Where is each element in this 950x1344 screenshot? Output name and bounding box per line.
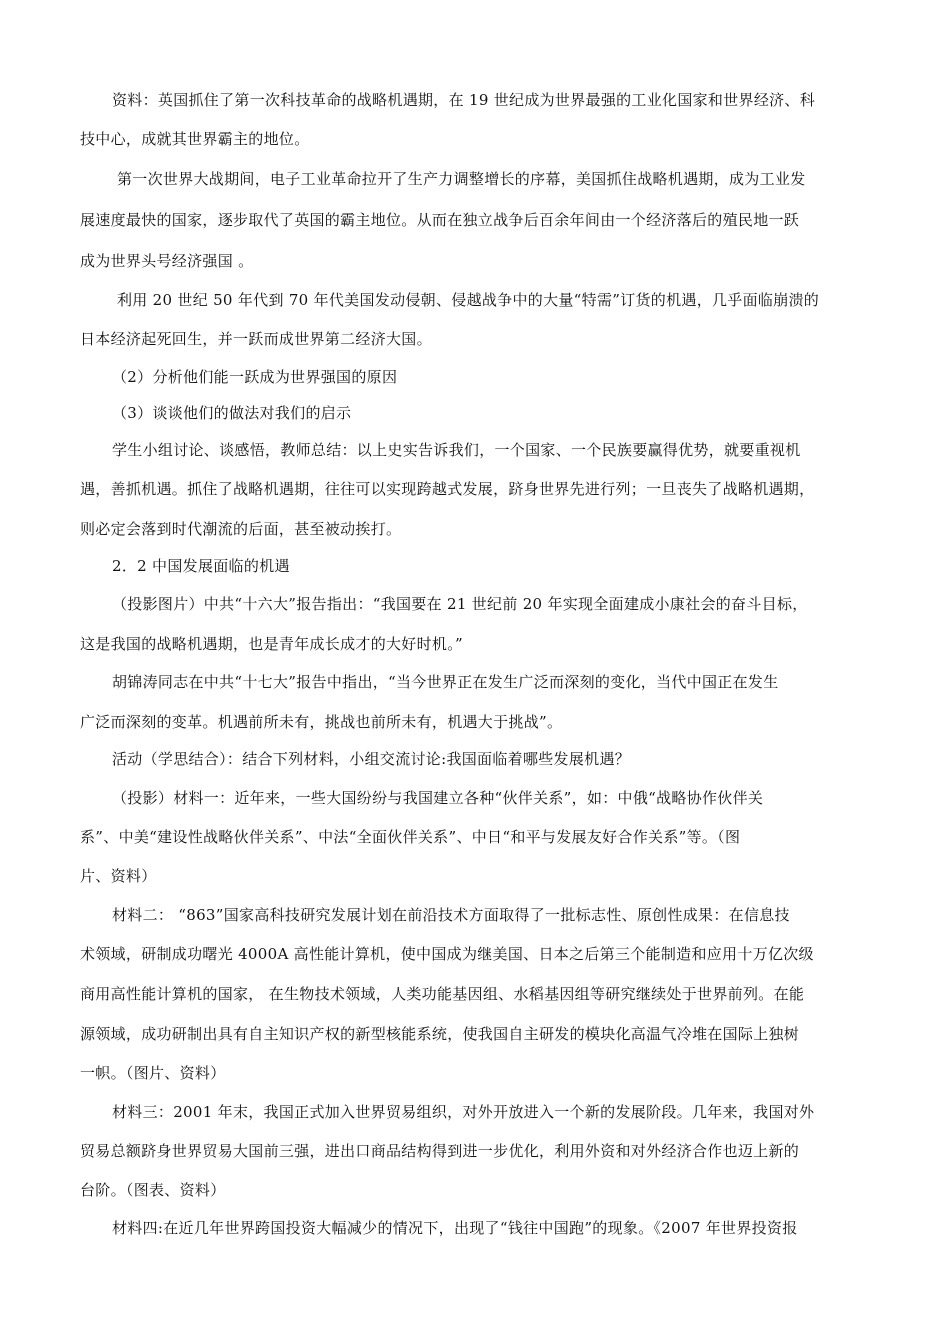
- paragraph-line: 第一次世界大战期间，电子工业革命拉开了生产力调整增长的序幕，美国抓住战略机遇期，成为工业发: [117, 170, 806, 188]
- paragraph-line: 这是我国的战略机遇期，也是青年成长成才的大好时机。”: [80, 635, 463, 653]
- paragraph-line: 一帜。（图片、资料）: [80, 1064, 226, 1082]
- section-heading: 2．2 中国发展面临的机遇: [112, 557, 290, 575]
- paragraph-line: 成为世界头号经济强国 。: [80, 252, 254, 270]
- paragraph-line: 系”、中美“建设性战略伙伴关系”、中法“全面伙伴关系”、中日“和平与发展友好合作关系”等。（图: [80, 828, 741, 846]
- paragraph-line: 遇，善抓机遇。抓住了战略机遇期，往往可以实现跨越式发展，跻身世界先进行列；一旦丧失了战略机遇期，: [80, 480, 815, 498]
- paragraph-line: 则必定会落到时代潮流的后面，甚至被动挨打。: [80, 520, 402, 538]
- question-item: （3）谈谈他们的做法对我们的启示: [112, 404, 352, 422]
- paragraph-line: 材料二： “863”国家高科技研究发展计划在前沿技术方面取得了一批标志性、原创性成果：在信息技: [112, 906, 790, 924]
- paragraph-line: 材料三：2001 年末，我国正式加入世界贸易组织，对外开放进入一个新的发展阶段。几年来，我国对外: [112, 1103, 815, 1121]
- paragraph-line: 学生小组讨论、谈感悟，教师总结：以上史实告诉我们，一个国家、一个民族要赢得优势，就要重视机: [112, 441, 801, 459]
- paragraph-line: 片、资料）: [80, 867, 157, 885]
- paragraph-line: 展速度最快的国家，逐步取代了英国的霸主地位。从而在独立战争后百余年间由一个经济落后的殖民地一跃: [80, 211, 800, 229]
- paragraph-line: 胡锦涛同志在中共“十七大”报告中指出，“当今世界正在发生广泛而深刻的变化，当代中国正在发生: [112, 673, 779, 691]
- paragraph-line: （投影）材料一：近年来，一些大国纷纷与我国建立各种“伙伴关系”，如：中俄“战略协作伙伴关: [112, 789, 764, 807]
- paragraph-line: 台阶。（图表、资料）: [80, 1181, 226, 1199]
- paragraph-line: 商用高性能计算机的国家， 在生物技术领域，人类功能基因组、水稻基因组等研究继续处于世界前列。在能: [80, 985, 805, 1003]
- paragraph-line: 术领域，研制成功曙光 4000A 高性能计算机，使中国成为继美国、日本之后第三个能制造和应用十万亿次级: [80, 945, 814, 963]
- paragraph-line: 利用 20 世纪 50 年代到 70 年代美国发动侵朝、侵越战争中的大量“特需”订货的机遇，几乎面临崩溃的: [117, 291, 820, 309]
- paragraph-line: （投影图片）中共“十六大”报告指出：“我国要在 21 世纪前 20 年实现全面建成小康社会的奋斗目标，: [112, 595, 808, 613]
- paragraph-line: 广泛而深刻的变革。机遇前所未有，挑战也前所未有，机遇大于挑战”。: [80, 713, 563, 731]
- paragraph-line: 活动（学思结合）：结合下列材料，小组交流讨论:我国面临着哪些发展机遇？: [112, 750, 631, 768]
- paragraph-line: 日本经济起死回生，并一跃而成世界第二经济大国。: [80, 330, 432, 348]
- paragraph-line: 技中心，成就其世界霸主的地位。: [80, 130, 310, 148]
- paragraph-line: 贸易总额跻身世界贸易大国前三强，进出口商品结构得到进一步优化，利用外资和对外经济合作也迈上新的: [80, 1142, 800, 1160]
- paragraph-line: 材料四:在近几年世界跨国投资大幅减少的情况下，出现了“钱往中国跑”的现象。《2007 年世界投资报: [112, 1219, 798, 1237]
- paragraph-line: 源领域，成功研制出具有自主知识产权的新型核能系统，使我国自主研发的模块化高温气冷堆在国际上独树: [80, 1025, 800, 1043]
- paragraph-line: 资料：英国抓住了第一次科技革命的战略机遇期，在 19 世纪成为世界最强的工业化国家和世界经济、科: [112, 91, 816, 109]
- question-item: （2）分析他们能一跃成为世界强国的原因: [112, 368, 398, 386]
